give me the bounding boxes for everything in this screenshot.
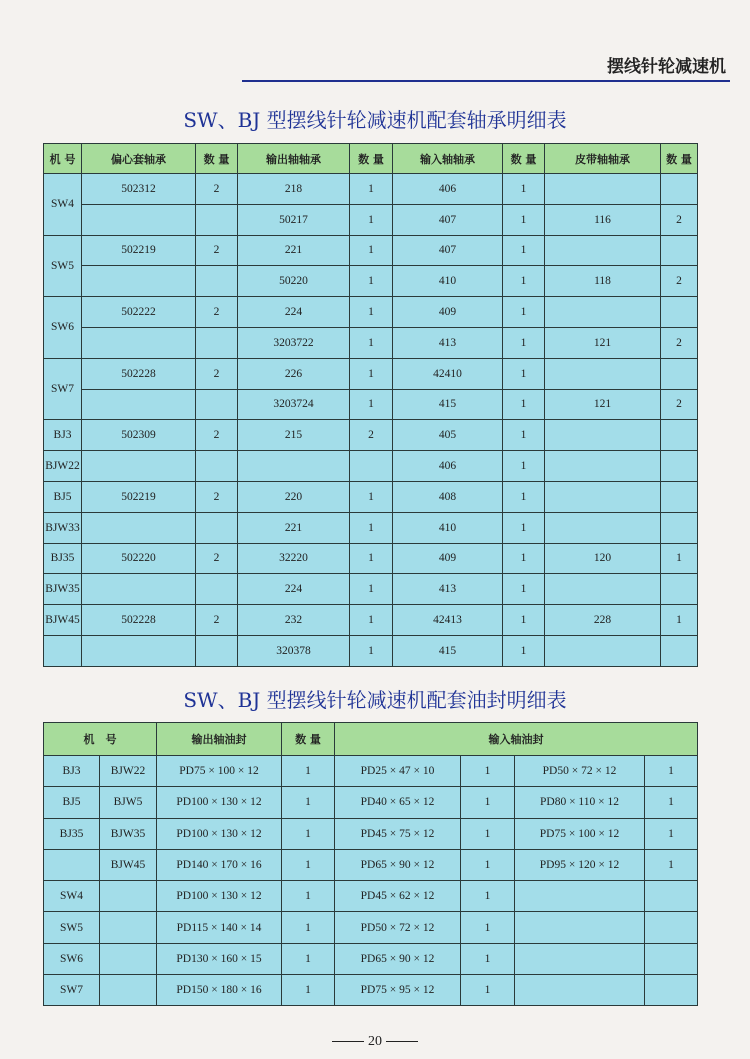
quantity-cell <box>661 297 698 328</box>
input-seal-cell <box>515 912 645 943</box>
model-cell <box>44 849 100 880</box>
input-seal-cell: PD80 × 110 × 12 <box>515 787 645 818</box>
belt-bearing-cell: 118 <box>545 266 661 297</box>
quantity-cell: 1 <box>350 635 393 666</box>
model-variant-cell <box>100 975 157 1006</box>
input-bearing-cell: 409 <box>393 297 503 328</box>
quantity-cell: 1 <box>503 389 545 420</box>
quantity-cell <box>645 943 698 974</box>
quantity-cell: 1 <box>503 266 545 297</box>
belt-bearing-cell: 121 <box>545 327 661 358</box>
input-bearing-cell: 415 <box>393 389 503 420</box>
output-seal-cell: PD100 × 130 × 12 <box>157 787 282 818</box>
quantity-cell <box>661 635 698 666</box>
eccentric-bearing-cell <box>82 635 196 666</box>
quantity-cell <box>645 975 698 1006</box>
quantity-cell <box>196 204 238 235</box>
belt-bearing-cell <box>545 174 661 205</box>
quantity-cell: 1 <box>503 174 545 205</box>
table-row <box>44 635 698 666</box>
model-cell: BJW35 <box>44 574 82 605</box>
output-bearing-cell: 218 <box>238 174 350 205</box>
quantity-cell: 1 <box>461 787 515 818</box>
quantity-cell: 1 <box>503 451 545 482</box>
quantity-cell: 1 <box>503 420 545 451</box>
col-header-model: 机 号 <box>44 144 82 174</box>
table-row <box>44 849 698 880</box>
quantity-cell <box>196 574 238 605</box>
col-header-quantity: 数 量 <box>350 144 393 174</box>
quantity-cell: 1 <box>461 943 515 974</box>
table-row <box>44 204 698 235</box>
input-bearing-cell: 413 <box>393 327 503 358</box>
quantity-cell: 2 <box>196 420 238 451</box>
quantity-cell: 1 <box>350 327 393 358</box>
table-row <box>44 574 698 605</box>
output-bearing-cell: 32220 <box>238 543 350 574</box>
quantity-cell: 2 <box>196 481 238 512</box>
seal-table-title: SW、BJ 型摆线针轮减速机配套油封明细表 <box>183 688 567 712</box>
quantity-cell <box>196 635 238 666</box>
quantity-cell <box>645 912 698 943</box>
output-seal-cell: PD140 × 170 × 16 <box>157 849 282 880</box>
model-cell: SW7 <box>44 975 100 1006</box>
model-cell: BJW22 <box>44 451 82 482</box>
input-seal-cell: PD65 × 90 × 12 <box>335 849 461 880</box>
seal-table <box>43 722 698 1006</box>
eccentric-bearing-cell <box>82 204 196 235</box>
model-cell: BJ5 <box>44 481 82 512</box>
output-bearing-cell: 224 <box>238 297 350 328</box>
model-cell: BJ3 <box>44 420 82 451</box>
quantity-cell: 1 <box>350 266 393 297</box>
quantity-cell <box>661 451 698 482</box>
input-seal-cell: PD50 × 72 × 12 <box>515 756 645 787</box>
model-cell: BJ35 <box>44 818 100 849</box>
belt-bearing-cell: 121 <box>545 389 661 420</box>
output-bearing-cell: 50220 <box>238 266 350 297</box>
eccentric-bearing-cell <box>82 389 196 420</box>
quantity-cell: 1 <box>503 512 545 543</box>
quantity-cell: 1 <box>461 818 515 849</box>
model-cell: SW5 <box>44 235 82 297</box>
page-number <box>0 1034 750 1050</box>
quantity-cell <box>196 266 238 297</box>
col-header-output-seal: 输出轴油封 <box>157 723 282 756</box>
output-seal-cell: PD130 × 160 × 15 <box>157 943 282 974</box>
input-bearing-cell: 413 <box>393 574 503 605</box>
belt-bearing-cell: 120 <box>545 543 661 574</box>
quantity-cell: 1 <box>282 912 335 943</box>
table-row <box>44 420 698 451</box>
output-bearing-cell: 224 <box>238 574 350 605</box>
col-header-quantity: 数 量 <box>196 144 238 174</box>
belt-bearing-cell <box>545 420 661 451</box>
quantity-cell: 1 <box>350 174 393 205</box>
quantity-cell <box>661 235 698 266</box>
output-bearing-cell: 50217 <box>238 204 350 235</box>
model-cell: BJ3 <box>44 756 100 787</box>
quantity-cell: 1 <box>350 235 393 266</box>
eccentric-bearing-cell <box>82 451 196 482</box>
input-seal-cell <box>515 943 645 974</box>
table-row <box>44 174 698 205</box>
bearing-table-body <box>44 174 698 667</box>
belt-bearing-cell <box>545 512 661 543</box>
output-seal-cell: PD100 × 130 × 12 <box>157 881 282 912</box>
output-bearing-cell: 320378 <box>238 635 350 666</box>
table-row <box>44 297 698 328</box>
col-header-output-bearing: 输出轴轴承 <box>238 144 350 174</box>
quantity-cell <box>350 451 393 482</box>
belt-bearing-cell <box>545 635 661 666</box>
col-header-input-seal: 输入轴油封 <box>335 723 698 756</box>
table-row <box>44 358 698 389</box>
quantity-cell: 1 <box>645 818 698 849</box>
quantity-cell: 1 <box>645 756 698 787</box>
eccentric-bearing-cell: 502219 <box>82 481 196 512</box>
belt-bearing-cell: 228 <box>545 605 661 636</box>
quantity-cell: 1 <box>350 543 393 574</box>
header-rule <box>242 80 730 82</box>
quantity-cell: 1 <box>461 756 515 787</box>
quantity-cell: 2 <box>661 266 698 297</box>
table-row <box>44 235 698 266</box>
quantity-cell: 2 <box>661 327 698 358</box>
page-dash-left <box>332 1041 364 1042</box>
quantity-cell: 2 <box>196 235 238 266</box>
eccentric-bearing-cell <box>82 266 196 297</box>
quantity-cell: 1 <box>350 358 393 389</box>
output-bearing-cell: 226 <box>238 358 350 389</box>
input-seal-cell: PD25 × 47 × 10 <box>335 756 461 787</box>
quantity-cell: 1 <box>282 881 335 912</box>
model-cell: SW7 <box>44 358 82 420</box>
quantity-cell: 1 <box>461 849 515 880</box>
input-seal-cell <box>515 881 645 912</box>
eccentric-bearing-cell: 502309 <box>82 420 196 451</box>
table-row <box>44 605 698 636</box>
belt-bearing-cell: 116 <box>545 204 661 235</box>
model-cell: BJW33 <box>44 512 82 543</box>
output-bearing-cell: 3203724 <box>238 389 350 420</box>
input-seal-cell: PD95 × 120 × 12 <box>515 849 645 880</box>
belt-bearing-cell <box>545 358 661 389</box>
input-bearing-cell: 410 <box>393 266 503 297</box>
input-seal-cell: PD50 × 72 × 12 <box>335 912 461 943</box>
quantity-cell: 2 <box>196 358 238 389</box>
input-bearing-cell: 42413 <box>393 605 503 636</box>
quantity-cell: 1 <box>350 204 393 235</box>
quantity-cell: 1 <box>282 787 335 818</box>
belt-bearing-cell <box>545 235 661 266</box>
quantity-cell: 1 <box>461 881 515 912</box>
quantity-cell: 1 <box>503 481 545 512</box>
table-row <box>44 881 698 912</box>
output-seal-cell: PD100 × 130 × 12 <box>157 818 282 849</box>
input-seal-cell: PD75 × 95 × 12 <box>335 975 461 1006</box>
input-bearing-cell: 407 <box>393 235 503 266</box>
output-bearing-cell: 215 <box>238 420 350 451</box>
table-row <box>44 543 698 574</box>
input-bearing-cell: 415 <box>393 635 503 666</box>
table-row <box>44 943 698 974</box>
table-row <box>44 756 698 787</box>
quantity-cell: 1 <box>661 605 698 636</box>
model-variant-cell: BJW45 <box>100 849 157 880</box>
model-cell: SW6 <box>44 297 82 359</box>
output-bearing-cell: 232 <box>238 605 350 636</box>
eccentric-bearing-cell: 502222 <box>82 297 196 328</box>
input-bearing-cell: 410 <box>393 512 503 543</box>
bearing-table-title: SW、BJ 型摆线针轮减速机配套轴承明细表 <box>183 108 567 132</box>
col-header-quantity: 数 量 <box>661 144 698 174</box>
quantity-cell: 1 <box>645 787 698 818</box>
quantity-cell: 2 <box>350 420 393 451</box>
belt-bearing-cell <box>545 451 661 482</box>
quantity-cell: 1 <box>350 481 393 512</box>
table-row <box>44 266 698 297</box>
quantity-cell: 1 <box>461 912 515 943</box>
quantity-cell: 1 <box>503 605 545 636</box>
table-row <box>44 327 698 358</box>
quantity-cell <box>661 481 698 512</box>
input-seal-cell: PD45 × 62 × 12 <box>335 881 461 912</box>
table-row <box>44 451 698 482</box>
quantity-cell <box>196 327 238 358</box>
model-variant-cell <box>100 912 157 943</box>
model-variant-cell: BJW35 <box>100 818 157 849</box>
quantity-cell <box>196 512 238 543</box>
input-seal-cell: PD45 × 75 × 12 <box>335 818 461 849</box>
quantity-cell: 1 <box>350 605 393 636</box>
quantity-cell: 2 <box>661 204 698 235</box>
quantity-cell: 1 <box>503 543 545 574</box>
quantity-cell: 1 <box>503 204 545 235</box>
quantity-cell <box>661 512 698 543</box>
input-bearing-cell: 409 <box>393 543 503 574</box>
output-seal-cell: PD75 × 100 × 12 <box>157 756 282 787</box>
input-bearing-cell: 408 <box>393 481 503 512</box>
quantity-cell <box>645 881 698 912</box>
eccentric-bearing-cell <box>82 512 196 543</box>
belt-bearing-cell <box>545 574 661 605</box>
bearing-table <box>43 143 698 667</box>
quantity-cell: 1 <box>503 635 545 666</box>
seal-header-row <box>44 723 698 756</box>
input-bearing-cell: 406 <box>393 174 503 205</box>
quantity-cell: 2 <box>196 543 238 574</box>
quantity-cell: 2 <box>196 297 238 328</box>
col-header-quantity: 数 量 <box>503 144 545 174</box>
quantity-cell <box>661 420 698 451</box>
input-seal-cell: PD65 × 90 × 12 <box>335 943 461 974</box>
input-bearing-cell: 407 <box>393 204 503 235</box>
quantity-cell: 1 <box>503 235 545 266</box>
output-seal-cell: PD115 × 140 × 14 <box>157 912 282 943</box>
input-bearing-cell: 406 <box>393 451 503 482</box>
model-cell: BJ5 <box>44 787 100 818</box>
input-bearing-cell: 405 <box>393 420 503 451</box>
bearing-header-row <box>44 144 698 174</box>
table-row <box>44 481 698 512</box>
input-seal-cell: PD75 × 100 × 12 <box>515 818 645 849</box>
eccentric-bearing-cell: 502228 <box>82 358 196 389</box>
quantity-cell: 2 <box>196 174 238 205</box>
output-bearing-cell: 221 <box>238 235 350 266</box>
table-row <box>44 912 698 943</box>
quantity-cell <box>661 358 698 389</box>
quantity-cell: 1 <box>350 297 393 328</box>
table-row <box>44 389 698 420</box>
col-header-input-bearing: 输入轴轴承 <box>393 144 503 174</box>
table-row <box>44 975 698 1006</box>
quantity-cell: 1 <box>282 756 335 787</box>
quantity-cell: 2 <box>196 605 238 636</box>
quantity-cell: 1 <box>282 818 335 849</box>
quantity-cell: 1 <box>661 543 698 574</box>
eccentric-bearing-cell: 502220 <box>82 543 196 574</box>
quantity-cell: 1 <box>503 297 545 328</box>
model-cell: SW4 <box>44 881 100 912</box>
belt-bearing-cell <box>545 481 661 512</box>
quantity-cell: 1 <box>282 849 335 880</box>
col-header-model: 机 号 <box>44 723 157 756</box>
quantity-cell: 2 <box>661 389 698 420</box>
input-seal-cell: PD40 × 65 × 12 <box>335 787 461 818</box>
model-variant-cell: BJW5 <box>100 787 157 818</box>
input-seal-cell <box>515 975 645 1006</box>
eccentric-bearing-cell: 502312 <box>82 174 196 205</box>
quantity-cell: 1 <box>503 327 545 358</box>
model-cell: SW4 <box>44 174 82 236</box>
running-header-title: 摆线针轮减速机 <box>607 57 726 77</box>
col-header-eccentric-bearing: 偏心套轴承 <box>82 144 196 174</box>
table-row <box>44 512 698 543</box>
page-dash-right <box>386 1041 418 1042</box>
quantity-cell: 1 <box>282 975 335 1006</box>
quantity-cell: 1 <box>645 849 698 880</box>
eccentric-bearing-cell <box>82 574 196 605</box>
quantity-cell: 1 <box>282 943 335 974</box>
model-cell: SW5 <box>44 912 100 943</box>
belt-bearing-cell <box>545 297 661 328</box>
quantity-cell: 1 <box>503 574 545 605</box>
output-bearing-cell: 220 <box>238 481 350 512</box>
model-variant-cell <box>100 881 157 912</box>
model-variant-cell: BJW22 <box>100 756 157 787</box>
eccentric-bearing-cell: 502219 <box>82 235 196 266</box>
model-cell <box>44 635 82 666</box>
table-row <box>44 787 698 818</box>
quantity-cell <box>196 451 238 482</box>
model-cell: BJ35 <box>44 543 82 574</box>
output-bearing-cell: 221 <box>238 512 350 543</box>
quantity-cell: 1 <box>350 512 393 543</box>
model-cell: BJW45 <box>44 605 82 636</box>
quantity-cell <box>661 574 698 605</box>
output-bearing-cell: 3203722 <box>238 327 350 358</box>
table-row <box>44 818 698 849</box>
seal-table-body <box>44 756 698 1006</box>
quantity-cell <box>661 174 698 205</box>
eccentric-bearing-cell: 502228 <box>82 605 196 636</box>
col-header-quantity: 数 量 <box>282 723 335 756</box>
eccentric-bearing-cell <box>82 327 196 358</box>
quantity-cell: 1 <box>350 389 393 420</box>
model-variant-cell <box>100 943 157 974</box>
model-cell: SW6 <box>44 943 100 974</box>
output-seal-cell: PD150 × 180 × 16 <box>157 975 282 1006</box>
page-number-text: 20 <box>368 1034 382 1049</box>
quantity-cell: 1 <box>350 574 393 605</box>
quantity-cell <box>196 389 238 420</box>
output-bearing-cell <box>238 451 350 482</box>
quantity-cell: 1 <box>503 358 545 389</box>
quantity-cell: 1 <box>461 975 515 1006</box>
input-bearing-cell: 42410 <box>393 358 503 389</box>
col-header-belt-bearing: 皮带轴轴承 <box>545 144 661 174</box>
